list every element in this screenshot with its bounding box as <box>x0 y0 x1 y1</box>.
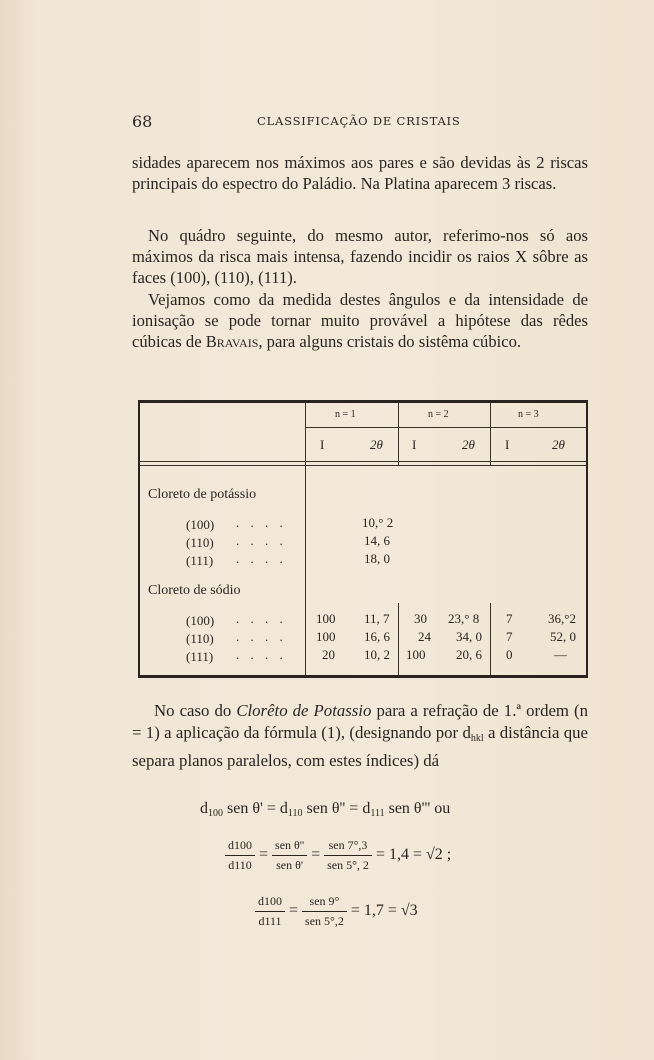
formula-line-1 <box>200 800 450 819</box>
fraction-denominator: d111 <box>258 914 282 928</box>
leader-dots: . . . . <box>236 611 287 626</box>
table-cell: 30 <box>414 611 427 626</box>
table-cell: 7 <box>506 629 513 644</box>
paragraph-3 <box>132 289 588 352</box>
group-header-n2: n = 2 <box>428 409 449 420</box>
paragraph-2: No quádro seguinte, do mesmo autor, referimo-nos só aos máximos da risca mais intensa, fazendo incidir os raios X sôbre as faces (100), (110), (111). <box>132 226 588 287</box>
table-cell: 10,° 2 <box>362 515 394 530</box>
fraction <box>324 838 372 873</box>
table-divider <box>140 461 586 462</box>
table-cell: 10, 2 <box>364 647 390 662</box>
table-cell: 24 <box>418 629 431 644</box>
table-cell: 100 <box>406 647 426 662</box>
equals-sign: = <box>289 902 299 920</box>
table-cell: 14, 6 <box>364 533 390 548</box>
formula-subscript: 111 <box>370 808 385 819</box>
table-cell: — <box>554 647 567 662</box>
fraction-denominator: sen 5°, 2 <box>327 858 369 872</box>
table-cell: 11, 7 <box>364 611 390 626</box>
table-divider <box>140 465 586 466</box>
paragraph-4-text-a: No caso do <box>154 701 237 720</box>
formula-line-2 <box>225 838 451 873</box>
section-title: Cloreto de sódio <box>148 583 241 598</box>
paragraph-4 <box>132 700 588 772</box>
table-cell: 23,° 8 <box>448 611 480 626</box>
group-header-n1: n = 1 <box>335 409 356 420</box>
formula-result: = 1,7 = √3 <box>350 902 418 920</box>
table-cell: 52, 0 <box>550 629 576 644</box>
fraction <box>225 838 255 873</box>
leader-dots: . . . . <box>236 551 287 566</box>
table-cell: 100 <box>316 629 336 644</box>
group-header-n3: n = 3 <box>518 409 539 420</box>
table-cell: 100 <box>316 611 336 626</box>
running-title: CLASSIFICAÇÃO DE CRISTAIS <box>257 114 461 128</box>
table-divider <box>490 403 491 465</box>
table-divider <box>305 427 586 428</box>
fraction-denominator: sen θ' <box>276 858 304 872</box>
table-cell: 18, 0 <box>364 551 390 566</box>
formula-text: sen θ' = d <box>223 800 288 817</box>
author-name: Bravais <box>205 332 259 351</box>
formula-result: = 1,4 = √2 ; <box>375 846 452 864</box>
leader-dots: . . . . <box>236 629 287 644</box>
column-header-2theta: 2θ <box>462 437 475 452</box>
leader-dots: . . . . <box>236 533 287 548</box>
formula-subscript: 110 <box>287 808 303 819</box>
face-label: (110) <box>186 631 214 646</box>
table-divider <box>305 403 306 675</box>
fraction-numerator: sen θ'' <box>272 838 307 856</box>
formula-symbol: d <box>200 800 208 817</box>
formula-text: sen θ'' = d <box>302 800 371 817</box>
data-table <box>138 400 588 678</box>
paragraph-4-text-b: para a refração de 1.ª ordem (n = 1) a aplicação da fórmula (1), (designando por d <box>132 701 588 742</box>
column-header-i: I <box>320 437 325 452</box>
section-title: Cloreto de potássio <box>148 487 257 502</box>
fraction <box>272 838 307 873</box>
paragraph-3-text-b: , para alguns cristais do sistêma cúbico. <box>258 332 522 351</box>
page-number: 68 <box>132 112 153 131</box>
fraction-denominator: sen 5°,2 <box>305 914 344 928</box>
fraction-denominator: d110 <box>228 858 252 872</box>
face-label: (100) <box>186 613 215 628</box>
fraction-numerator: d100 <box>255 894 285 912</box>
fraction-numerator: d100 <box>225 838 255 856</box>
table-divider <box>398 403 399 465</box>
face-label: (111) <box>186 649 214 664</box>
formula-line-3 <box>255 894 418 929</box>
formula-text: sen θ''' ou <box>384 800 451 817</box>
table-cell: 20, 6 <box>456 647 482 662</box>
formula-subscript: 100 <box>208 808 223 819</box>
fraction-numerator: sen 7°,3 <box>324 838 372 856</box>
face-label: (100) <box>186 517 215 532</box>
paragraph-1: sidades aparecem nos máximos aos pares e são devidas às 2 riscas principais do espectro do Paládio. Na Platina aparecem 3 riscas. <box>132 153 588 193</box>
column-header-i: I <box>505 437 510 452</box>
table-cell: 34, 0 <box>456 629 482 644</box>
table-cell: 16, 6 <box>364 629 390 644</box>
face-label: (111) <box>186 553 214 568</box>
face-label: (110) <box>186 535 214 550</box>
column-header-2theta: 2θ <box>552 437 565 452</box>
page-header <box>132 112 592 136</box>
column-header-i: I <box>412 437 417 452</box>
table-cell: 20 <box>322 647 335 662</box>
table-cell: 0 <box>506 647 513 662</box>
equals-sign: = <box>311 846 321 864</box>
leader-dots: . . . . <box>236 647 287 662</box>
substance-name: Clorêto de Potassio <box>236 701 372 720</box>
table-cell: 7 <box>506 611 513 626</box>
fraction <box>255 894 285 929</box>
fraction-numerator: sen 9° <box>302 894 347 912</box>
table-divider <box>490 603 491 675</box>
leader-dots: . . . . <box>236 515 287 530</box>
table-cell: 36,°2 <box>548 611 576 626</box>
table-divider <box>398 603 399 675</box>
paragraph-4-text-c: a distância que separa planos paralelos, com estes índices) dá <box>132 723 588 770</box>
column-header-2theta: 2θ <box>370 437 383 452</box>
paragraph-3-text-a: Vejamos como da medida destes ângulos e da intensidade de ionisação se pode tornar muito provável a hipótese das rêdes cúbicas de <box>132 290 588 351</box>
subscript-hkl: hkl <box>470 733 484 744</box>
fraction <box>302 894 347 929</box>
equals-sign: = <box>259 846 269 864</box>
